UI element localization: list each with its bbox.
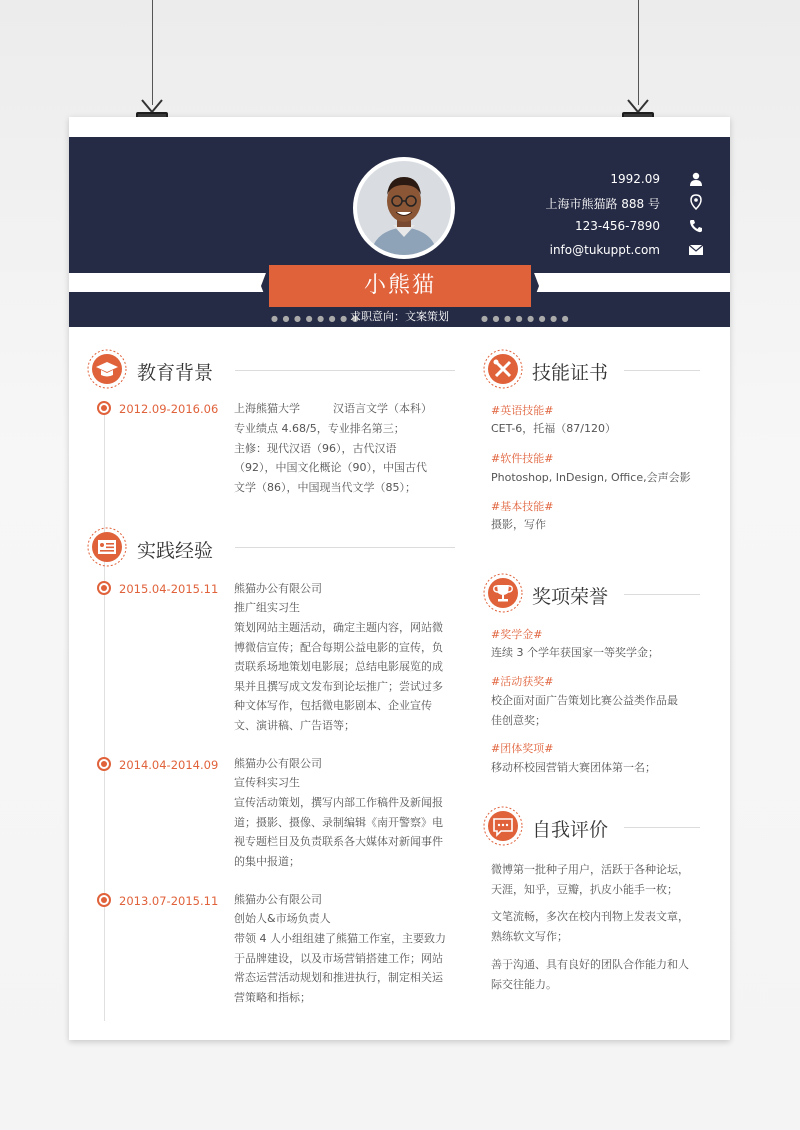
avatar: [353, 157, 455, 259]
education-line: （92），中国文化概论（90），中国古代: [234, 461, 427, 474]
practice-details: [234, 793, 464, 871]
self-paragraph: [491, 955, 689, 994]
decorative-dots-left: ● ● ● ● ● ● ● ●: [271, 314, 360, 323]
practice-line: 策划网站主题活动，确定主题内容，网站微: [234, 621, 443, 634]
award-text: [491, 643, 659, 663]
self-line: 善于沟通、具有良好的团队合作能力和人: [491, 958, 689, 971]
practice-line: 果并且撰写成文发布到论坛推广；尝试过多: [234, 679, 443, 693]
trophy-icon: [483, 573, 523, 613]
hanging-string-left: [152, 0, 153, 105]
award-tag: #奖学金#: [491, 628, 543, 641]
practice-role: 宣传科实习生: [234, 776, 300, 789]
skill-text: 摄影，写作: [491, 518, 546, 531]
self-line: 熟练软文写作；: [491, 929, 568, 943]
awards-divider: [624, 594, 700, 595]
timeline-line: [104, 411, 105, 1021]
self-line: 际交往能力。: [491, 977, 557, 991]
education-line: 文学（86），中国现当代文学（85）；: [234, 480, 416, 494]
practice-company: 熊猫办公有限公司: [234, 582, 322, 595]
skill-tag: #英语技能#: [491, 404, 554, 417]
practice-line: 带领 4 人小组组建了熊猫工作室，主要致力: [234, 932, 446, 945]
practice-details: [234, 618, 464, 735]
name-bar-right-cap: [531, 265, 539, 307]
tools-icon: [483, 349, 523, 389]
practice-date: 2013.07-2015.11: [119, 894, 219, 908]
practice-line: 宣传活动策划，撰写内部工作稿件及新闻报: [234, 796, 443, 809]
practice-company: 熊猫办公有限公司: [234, 893, 322, 906]
award-line: 校企面对面广告策划比赛公益类作品最: [491, 694, 678, 707]
award-line: 移动杯校园营销大赛团体第一名；: [491, 761, 656, 774]
timeline-dot: [97, 581, 111, 595]
self-line: 文笔流畅，多次在校内刊物上发表文章，: [491, 910, 689, 923]
timeline-dot: [97, 401, 111, 415]
education-school: 上海熊猫大学: [234, 402, 300, 415]
practice-line: 责联系场地策划电影展；总结电影展览的成: [234, 660, 443, 673]
contact-phone: 123-456-7890: [574, 219, 660, 233]
education-details: [234, 419, 464, 497]
award-tag: #活动获奖#: [491, 675, 554, 688]
candidate-name: 小熊猫: [269, 265, 531, 307]
decorative-dots-right: ● ● ● ● ● ● ● ●: [481, 314, 570, 323]
phone-icon: [688, 218, 704, 234]
practice-section-title: 实践经验: [137, 540, 214, 562]
self-line: 微博第一批种子用户，活跃于各种论坛，: [491, 863, 689, 876]
education-date: 2012.09-2016.06: [119, 402, 219, 416]
skill-text: CET-6，托福（87/120）: [491, 422, 617, 435]
self-paragraph: [491, 907, 689, 946]
practice-role: 创始人&市场负责人: [234, 912, 331, 925]
practice-divider: [235, 547, 455, 548]
skills-divider: [624, 370, 700, 371]
practice-line: 常态运营活动规划和推进执行，制定相关运: [234, 971, 443, 984]
education-section-title: 教育背景: [137, 362, 214, 384]
self-divider: [624, 827, 700, 828]
education-divider: [235, 370, 455, 371]
award-text: [491, 691, 678, 730]
practice-date: 2015.04-2015.11: [119, 582, 219, 596]
award-tag: #团体奖项#: [491, 742, 554, 755]
practice-line: 视专题栏目及负责联系各大媒体对新闻事件: [234, 835, 443, 848]
practice-line: 博微信宣传；配合每期公益电影的宣传，负: [234, 640, 443, 654]
resume-icon: [87, 527, 127, 567]
award-text: [491, 758, 656, 778]
user-icon: [688, 171, 704, 187]
skill-text: Photoshop, InDesign, Office,会声会影: [491, 471, 691, 484]
skill-tag: #软件技能#: [491, 452, 554, 465]
timeline-dot: [97, 757, 111, 771]
awards-section-title: 奖项荣誉: [532, 586, 609, 608]
contact-address: 上海市熊猫路 888 号: [545, 197, 660, 211]
education-line: 专业绩点 4.68/5，专业排名第三；: [234, 422, 405, 435]
skills-section-title: 技能证书: [532, 362, 609, 384]
practice-line: 于品牌建设，以及市场营销搭建工作；网站: [234, 951, 443, 965]
practice-date: 2014.04-2014.09: [119, 758, 219, 772]
practice-company: 熊猫办公有限公司: [234, 757, 322, 770]
self-paragraph: [491, 860, 689, 899]
name-bar-left-cap: [261, 265, 269, 307]
practice-line: 道；摄影、摄像、录制编辑《南开警察》电: [234, 815, 443, 829]
self-line: 天涯，知乎，豆瓣，扒皮小能手一枚；: [491, 882, 678, 896]
mail-icon: [688, 242, 704, 258]
award-line: 佳创意奖；: [491, 713, 546, 727]
award-line: 连续 3 个学年获国家一等奖学金；: [491, 646, 659, 659]
practice-line: 营策略和指标；: [234, 990, 311, 1004]
education-major: 汉语言文学（本科）: [333, 402, 432, 415]
location-icon: [688, 194, 704, 210]
contact-email: info@tukuppt.com: [549, 243, 660, 257]
graduation-cap-icon: [87, 349, 127, 389]
timeline-dot: [97, 893, 111, 907]
avatar-portrait-icon: [357, 161, 451, 255]
hanging-string-right: [638, 0, 639, 105]
chat-icon: [483, 806, 523, 846]
practice-details: [234, 929, 464, 1007]
self-section-title: 自我评价: [532, 819, 609, 841]
job-objective: 求职意向：文案策划: [350, 310, 449, 323]
practice-line: 的集中报道；: [234, 854, 300, 868]
practice-role: 推广组实习生: [234, 601, 300, 614]
practice-line: 种文体写作，包括微电影剧本、企业宣传: [234, 699, 432, 712]
skill-tag: #基本技能#: [491, 500, 554, 513]
education-line: 主修：现代汉语（96），古代汉语: [234, 441, 397, 455]
resume-paper: [69, 117, 730, 1040]
practice-line: 文、演讲稿、广告语等；: [234, 718, 355, 732]
contact-birth: 1992.09: [610, 172, 660, 186]
